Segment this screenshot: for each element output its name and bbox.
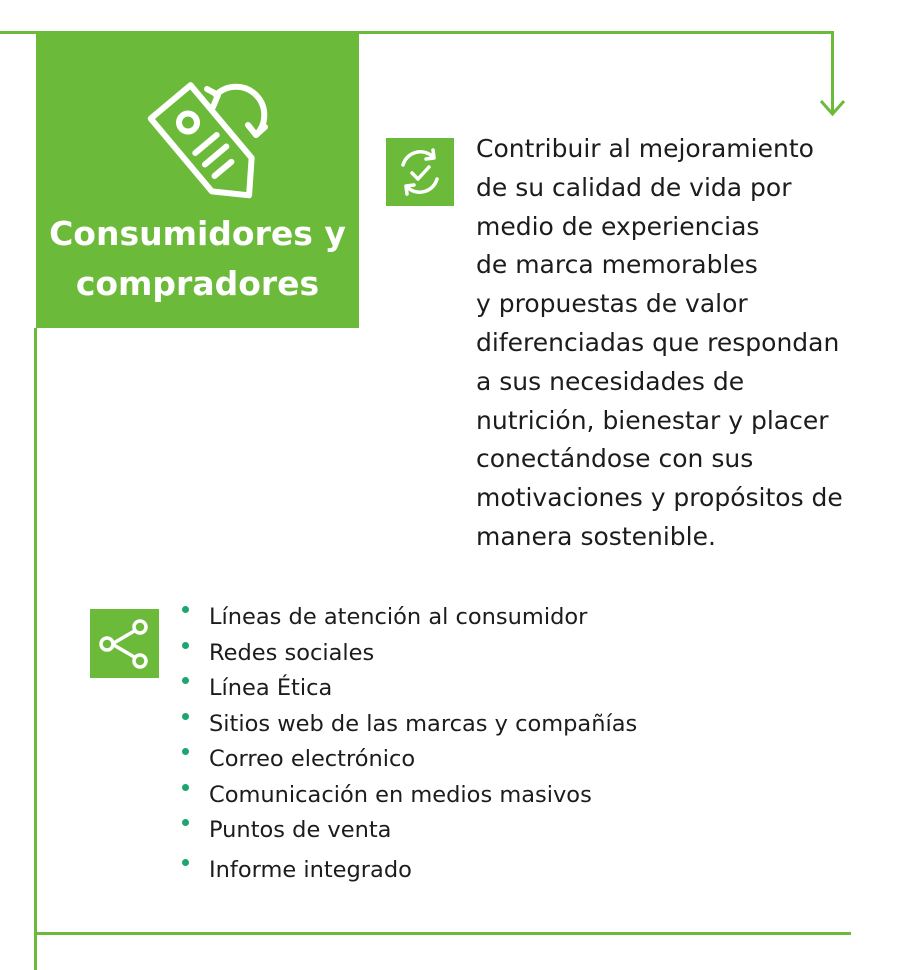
- channel-label: Sitios web de las marcas y compañías: [209, 710, 638, 737]
- channel-label: Correo electrónico: [209, 746, 416, 772]
- connector-top-right: [359, 31, 834, 34]
- channel-label: Línea Ética: [209, 675, 333, 701]
- stakeholder-card: [36, 31, 359, 328]
- arrow-down-icon: [818, 98, 848, 122]
- channel-item: [182, 813, 637, 849]
- share-icon: [90, 609, 159, 678]
- stakeholder-title-line: compradores: [75, 264, 320, 303]
- channel-label: Informe integrado: [209, 856, 412, 883]
- bullet-dot: [182, 606, 189, 613]
- bullet-dot: [182, 859, 189, 866]
- description-line: a sus necesidades de: [476, 366, 745, 396]
- bullet-dot: [182, 677, 189, 684]
- description-line: Contribuir al mejoramiento: [476, 134, 814, 163]
- bullet-dot: [182, 748, 189, 755]
- channel-item: [182, 671, 637, 707]
- purpose-icon-badge: [386, 138, 454, 206]
- description-line: de su calidad de vida por: [476, 172, 792, 202]
- connector-top-left: [0, 31, 36, 34]
- description-line: motivaciones y propósitos de: [476, 483, 843, 513]
- bullet-dot: [182, 642, 189, 649]
- bullet-dot: [182, 784, 189, 791]
- channel-item: [182, 600, 637, 636]
- description-line: conectándose con sus: [476, 444, 754, 474]
- channel-item: [182, 853, 637, 889]
- channels-list: [182, 600, 637, 888]
- channel-item: [182, 778, 637, 814]
- bottom-rule: [36, 932, 851, 935]
- channel-item: [182, 636, 637, 672]
- description-line: de marca memorables: [476, 250, 758, 280]
- channel-item: [182, 707, 637, 743]
- bullet-dot: [182, 819, 189, 826]
- description-line: diferenciadas que respondan: [476, 327, 840, 357]
- channel-item: [182, 742, 637, 778]
- description-line: nutrición, bienestar y placer: [476, 405, 829, 435]
- description-line: manera sostenible.: [476, 521, 716, 551]
- price-tag-refresh-icon: [124, 59, 276, 219]
- vertical-rail: [34, 328, 37, 970]
- description-line: y propuestas de valor: [476, 289, 748, 319]
- channel-label: Líneas de atención al consumidor: [209, 604, 588, 630]
- stakeholder-title: [36, 209, 359, 309]
- description-line: medio de experiencias: [476, 211, 760, 241]
- stakeholder-title-line: Consumidores y: [49, 214, 346, 253]
- channel-label: Comunicación en medios masivos: [209, 781, 592, 808]
- channel-label: Puntos de venta: [209, 817, 392, 843]
- purpose-description: [476, 130, 886, 557]
- channel-label: Redes sociales: [209, 639, 375, 666]
- check-cycle-icon: [386, 138, 454, 206]
- channels-icon-badge: [90, 609, 159, 678]
- bullet-dot: [182, 713, 189, 720]
